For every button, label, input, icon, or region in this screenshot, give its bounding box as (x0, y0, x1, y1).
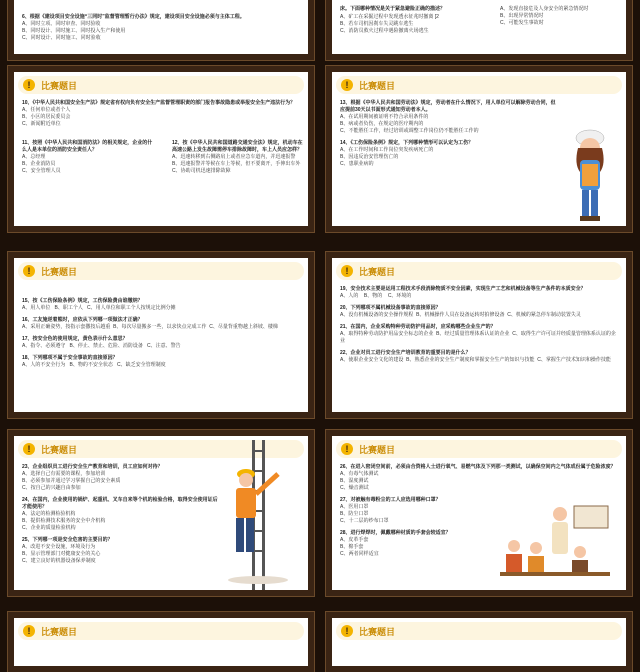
slide-content (340, 286, 618, 408)
warning-icon: ! (341, 443, 353, 455)
option-a: A、任何单位或者个人 (22, 107, 71, 113)
slide-title: 比赛题目 (41, 266, 78, 277)
option-a: A、矿工在采掘过程中发现透水征兆时撤离 [2 (340, 14, 439, 20)
option-b: B、每次尽量搬多一些，以求快点完成工作 (113, 324, 207, 330)
option-b: B、湿度测试 (340, 478, 369, 484)
worker-girl-illustration (560, 124, 620, 224)
question-15: 15、按《工伤保险条例》规定，工伤保险费由谁缴纳？ (22, 298, 143, 304)
option-b: B、显示管理部门对健康安全的关心 (22, 551, 101, 557)
option-c: C、缺乏安全管理制度 (117, 362, 166, 368)
slide-content (340, 6, 618, 50)
option-c: C、环境的 (387, 293, 412, 299)
option-a: A、同时立项、同时审查、同时验收 (22, 21, 101, 27)
option-a: A、医用口罩 (340, 504, 369, 510)
option-c: C、患职业病的 (340, 161, 374, 167)
option-a: A、迅速转移到右侧路肩上或者应急车道内，并迅速报警 (172, 154, 296, 160)
slide-header (336, 76, 622, 94)
question-10: 10、《中华人民共和国安全生产法》规定省有权向负有安全生产监督管理职责的部门报告事故隐患或举报安全生产违法行为？ (22, 100, 296, 106)
option-a: A、人的 (340, 293, 359, 299)
slide-content (22, 298, 300, 408)
option-a: A、在试用期间被证明不符合录用条件的 (340, 114, 429, 120)
warning-icon: ! (341, 79, 353, 91)
option-a: A、使职企业安全文化的建设 (340, 357, 404, 363)
slide-title: 比赛题目 (359, 626, 396, 637)
warning-icon: ! (23, 625, 35, 637)
option-c: C、掌握生产技术知识和操作技能 (537, 357, 611, 363)
option-c: C、燥音测试 (340, 485, 369, 491)
option-a: A、用人单位 (22, 305, 51, 311)
option-b: B、因违反治安管理伤亡的 (340, 154, 399, 160)
option-b: B、若车司机因刹车失灵跳车逃生 (340, 21, 414, 27)
slide-title: 比赛题目 (359, 80, 396, 91)
option-c: C、企业的质量检验机构 (22, 525, 76, 531)
option-a: A、发现直接危及人身安全的紧急情况时 (500, 6, 589, 12)
option-b: B、出现异常情况时 (500, 13, 544, 19)
option-b: B、熟悉企业的安全生产制度和掌握安全生产的知识与技能 (406, 357, 535, 363)
slide-title: 比赛题目 (41, 80, 78, 91)
slide-questions-15-18 (8, 252, 314, 418)
slide-header (336, 622, 622, 640)
slide-content (22, 464, 218, 586)
question-16: 16、工友施逆着熊时，应依从下列哪一项做法才正确？ (22, 317, 143, 323)
option-b: B、停止、禁止、危险、消防设备 (69, 343, 143, 349)
question-18: 18、下列哪项不属于安全事故的直接原因？ (22, 355, 118, 361)
question-13: 13、根据《中华人民共和国劳动法》规定，劳动者在什么情况下，用人单位可以解除劳动合同，但应提前30天以书面形式通知劳动者本人。 (340, 100, 556, 113)
teacher-students-illustration (496, 502, 616, 592)
question-12: 12、按《中华人民共和国道路交通安全法》规定，机动车在高速公路上发生故障需停车排除故障时，车上人员应怎样？ (172, 140, 303, 153)
option-b: B、小区的居民委员会 (22, 114, 71, 120)
option-c: C、十二层的纱布口罩 (340, 518, 389, 524)
slide-questions-10-12 (8, 66, 314, 232)
option-c: C、取得生产许可证并经质量管理体系认证的企业 (340, 331, 616, 344)
question-19: 19、安全技术主要是运用工程技术手段消除物质不安全因素，实现生产工艺和机械设备等生产条件的本质安全？ (340, 286, 586, 292)
option-a: A、指令、必须遵守 (22, 343, 66, 349)
question-text: 床。下面哪种情况是关于紧急避险正确的描述？ (340, 6, 446, 12)
climbing-worker-illustration (218, 440, 298, 590)
option-b: B、迅速报警并等候在车上等候，但不要离开，手伸出车外 (172, 161, 301, 167)
option-c: C、尽量背重物越上斜坡、楼梯 (209, 324, 278, 330)
slide-header (18, 622, 304, 640)
question-25: 25、下列哪一项是安全危害的主要目的？ (22, 537, 113, 543)
question-23: 23、企业组织员工进行安全生产教育和培训，员工应如何对待？ (22, 464, 163, 470)
option-c: C、两者同样适宜 (340, 551, 379, 557)
option-c: C、消防员救火过程中遇险撤离火场逃生 (340, 28, 429, 34)
slide-header (18, 76, 304, 94)
option-b: B、物的不安全状态 (69, 362, 113, 368)
question-28: 28、进行焊焊时，佩戴哪种材质的手套会较适宜？ (340, 530, 451, 536)
option-b: B、企业消防员 (22, 161, 56, 167)
option-a: A、选择自己有需要的课程，参加培训 (22, 471, 106, 477)
option-a: A、总经理 (22, 154, 46, 160)
slide-questions-26-28 (326, 430, 632, 596)
option-b: B、物的 (363, 293, 383, 299)
option-c: C、协助司机迅速排除故障 (172, 168, 231, 174)
slide-content (22, 100, 303, 222)
slide-top-right (326, 0, 632, 60)
option-c: C、按自己的兴趣自由参加 (22, 485, 81, 491)
question-26: 26、在进入密闭空间前，必须由合资格人士进行氧气、易燃气体及下列那一类测试，以确保空间内之气体成份属于危险浓度？ (340, 464, 616, 470)
option-c: C、安全管理人员 (22, 168, 61, 174)
slide-title: 比赛题目 (41, 444, 78, 455)
option-a: A、没有机械设备的安全操作规程 (340, 312, 414, 318)
option-b: B、必须参加并通过学习掌握自己的安全素质 (22, 478, 121, 484)
question-11: 11、按照《中华人民共和国消防法》的相关规定，企业的什么人是本单位的消防安全责任人？ (22, 140, 153, 153)
option-b: B、经过质量管理体系认证的企业 (436, 331, 510, 337)
slide-questions-23-25 (8, 430, 314, 596)
question-22: 22、企业对员工进行安全生产培训教育的重要目的是什么？ (340, 350, 471, 356)
question-14: 14、《工伤保险条例》规定，下列哪种情形可以认定为工伤？ (340, 140, 474, 146)
slide-questions-19-22 (326, 252, 632, 418)
option-a: A、有毒气体测试 (340, 471, 379, 477)
option-a: A、人的不安全行为 (22, 362, 66, 368)
slide-title: 比赛题目 (359, 444, 396, 455)
option-b: B、防尘口罩 (340, 511, 369, 517)
slide-top-left (8, 0, 314, 60)
option-c: C、机械的紧急停车制动装置失灵 (507, 312, 581, 318)
slide-header (336, 440, 622, 458)
option-b: B、提供检测技术服务的安全中介机构 (22, 518, 106, 524)
question-6: 6、根据《建设项目安全设施“三同时”监督管理暂行办法》规定，建设项目安全设施必须与主体工程。 (22, 14, 245, 20)
option-a: A、取得特种劳动防护用品安全标志的企业 (340, 331, 434, 337)
option-a: A、皮革手套 (340, 537, 369, 543)
slide-content (22, 14, 300, 50)
warning-icon: ! (23, 443, 35, 455)
option-b: B、职工个人 (54, 305, 83, 311)
slide-content (340, 100, 556, 222)
question-27: 27、对被触有毒粉尘的工人应选用哪种口罩？ (340, 497, 441, 503)
slide-header (18, 262, 304, 280)
option-c: C、可能发生事故时 (500, 20, 544, 26)
warning-icon: ! (23, 265, 35, 277)
option-a: A、采用正确姿势，按指示套撒按后越重 (22, 324, 111, 330)
option-b: B、同时设计、同时施工、同时投入生产和使用 (22, 28, 126, 34)
slide-bottom-left (8, 612, 314, 672)
slide-questions-13-14 (326, 66, 632, 232)
option-b: B、机械操作人员在设备运转时拍修设备 (416, 312, 505, 318)
option-a: A、改进不安全设施，环境及行为 (22, 544, 96, 550)
option-c: C、新闻附近单位 (22, 121, 61, 127)
option-c: C、同时设计、同时施工、同时验收 (22, 35, 101, 41)
option-c: C、建立良好的机器设备保养制度 (22, 558, 96, 564)
option-b: B、病或者负伤，在规定的医疗期内的 (340, 121, 424, 127)
question-20: 20、下列哪项不属机械设备事故的直接原因？ (340, 305, 441, 311)
slide-title: 比赛题目 (41, 626, 78, 637)
warning-icon: ! (341, 265, 353, 277)
slide-header (336, 262, 622, 280)
question-21: 21、在国内，企业采购特种劳动防护用品时，应采购哪些企业生产的？ (340, 324, 496, 330)
question-24: 24、在国内，企业使用的锅炉、起重机、叉车自来等个机的检验合格，取得安全使用证后才能使用？ (22, 497, 218, 510)
option-c: C、用人单位和职工个人按规定比例分摊 (87, 305, 176, 311)
option-c: C、不能胜任工作，经过培训或调整工作岗位仍不能胜任工作的 (340, 128, 479, 134)
option-b: B、棉手套 (340, 544, 364, 550)
option-c: C、注意、警告 (147, 343, 181, 349)
option-a: A、在工作时间和工作岗位突发疾病死亡的 (340, 147, 434, 153)
slide-title: 比赛题目 (359, 266, 396, 277)
question-17: 17、按安全色的使用规定，黄色表示什么意思？ (22, 336, 128, 342)
slide-bottom-right (326, 612, 632, 672)
warning-icon: ! (23, 79, 35, 91)
option-a: A、法定的检测检验机构 (22, 511, 76, 517)
warning-icon: ! (341, 625, 353, 637)
